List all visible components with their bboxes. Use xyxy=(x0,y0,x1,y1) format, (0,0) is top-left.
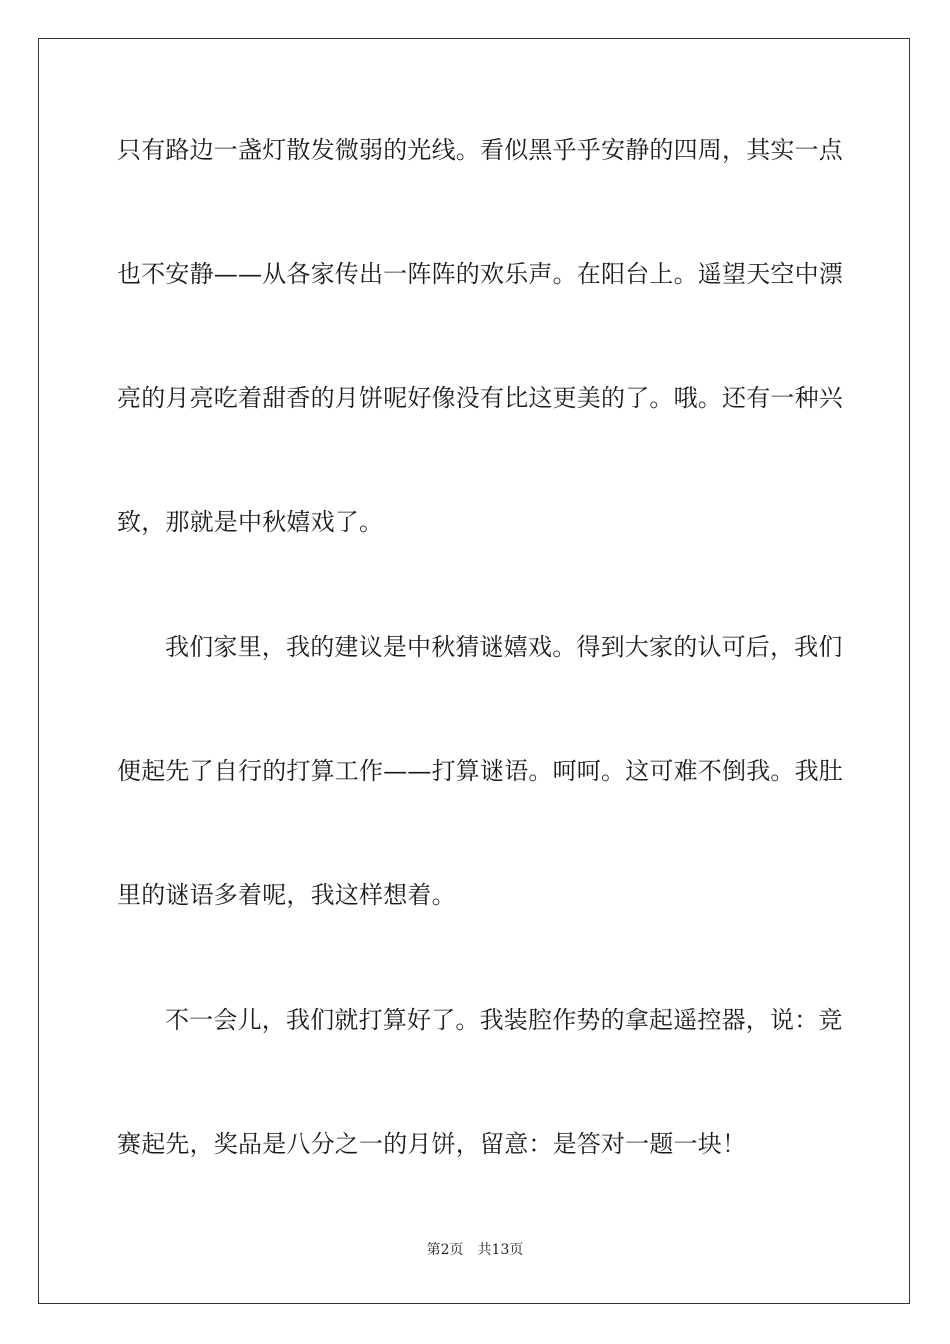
paragraph-line: 不一会儿，我们就打算好了。我装腔作势的拿起遥控器，说：竞 xyxy=(165,1006,843,1034)
paragraph-line: 致，那就是中秋嬉戏了。 xyxy=(117,508,384,536)
paragraph-line: 我们家里，我的建议是中秋猜谜嬉戏。得到大家的认可后，我们 xyxy=(165,633,843,661)
page-border xyxy=(38,38,910,1304)
paragraph-line: 也不安静——从各家传出一阵阵的欢乐声。在阳台上。遥望天空中漂 xyxy=(117,260,843,288)
paragraph-line: 便起先了自行的打算工作——打算谜语。呵呵。这可难不倒我。我肚 xyxy=(117,757,843,785)
page-number: 第2页 xyxy=(426,1242,464,1258)
paragraph-line: 赛起先，奖品是八分之一的月饼，留意：是答对一题一块！ xyxy=(117,1130,747,1158)
page-footer xyxy=(0,1240,950,1260)
paragraph-line: 只有路边一盏灯散发微弱的光线。看似黑乎乎安静的四周，其实一点 xyxy=(117,136,843,164)
total-pages: 共13页 xyxy=(477,1242,524,1258)
paragraph-line: 里的谜语多着呢，我这样想着。 xyxy=(117,881,456,909)
paragraph-line: 亮的月亮吃着甜香的月饼呢好像没有比这更美的了。哦。还有一种兴 xyxy=(117,384,843,412)
